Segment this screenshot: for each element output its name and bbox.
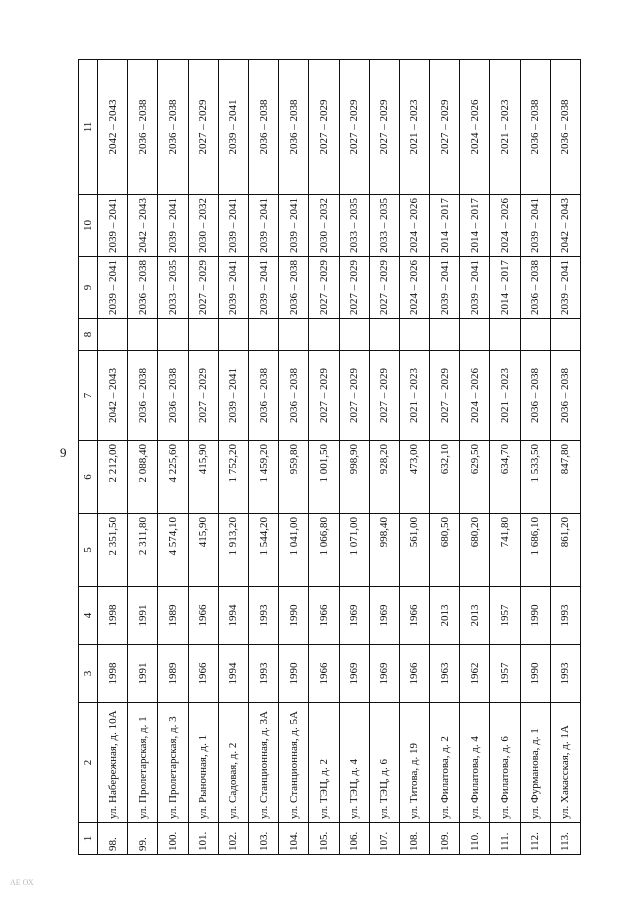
table-cell: 415,90 <box>188 441 218 514</box>
table-cell: ул. ТЭЦ, д. 2 <box>309 703 339 823</box>
table-cell: 1 533,50 <box>520 441 550 514</box>
table-cell: 2042 – 2043 <box>550 195 580 257</box>
table-cell: 2039 – 2041 <box>218 195 248 257</box>
table-cell: 4 574,10 <box>158 514 188 587</box>
table-cell: 2024 – 2026 <box>399 257 429 319</box>
table-cell: 1 686,10 <box>520 514 550 587</box>
table-cell: 2039 – 2041 <box>430 257 460 319</box>
table-cell: 1991 <box>128 645 158 703</box>
table-cell: 2027 – 2029 <box>188 60 218 195</box>
column-header: 1 <box>79 823 98 855</box>
table-cell: 1991 <box>128 587 158 645</box>
table-cell: 1994 <box>218 645 248 703</box>
column-header: 4 <box>79 587 98 645</box>
table-cell: 2039 – 2041 <box>550 257 580 319</box>
scan-stamp: АЕ ОХ <box>10 878 34 887</box>
table-row <box>158 60 188 855</box>
table-cell: 103. <box>248 823 278 855</box>
table-cell: 102. <box>218 823 248 855</box>
table-cell: 1998 <box>98 587 128 645</box>
table-cell: 1969 <box>369 645 399 703</box>
table-cell: ул. Станционная, д. 3А <box>248 703 278 823</box>
table-cell: 2 311,80 <box>128 514 158 587</box>
table-cell: 2014 – 2017 <box>430 195 460 257</box>
table-cell: 2036 – 2038 <box>550 351 580 441</box>
table-cell: 1993 <box>550 587 580 645</box>
table-cell: 1962 <box>460 645 490 703</box>
table-cell: 2030 – 2032 <box>188 195 218 257</box>
table-cell: 2042 – 2043 <box>98 60 128 195</box>
table-cell: 2027 – 2029 <box>309 257 339 319</box>
table-cell: 2039 – 2041 <box>98 257 128 319</box>
table-cell: 680,50 <box>430 514 460 587</box>
table-cell: 101. <box>188 823 218 855</box>
table-cell: 2039 – 2041 <box>218 257 248 319</box>
table-cell: 1989 <box>158 587 188 645</box>
table-cell: 1 544,20 <box>248 514 278 587</box>
table-cell: 2014 – 2017 <box>460 195 490 257</box>
table-cell: 2036 – 2038 <box>279 351 309 441</box>
table-cell: 2036 – 2038 <box>550 60 580 195</box>
table-cell: ул. Филатова, д. 2 <box>430 703 460 823</box>
table-cell: 108. <box>399 823 429 855</box>
table-cell: 473,00 <box>399 441 429 514</box>
column-header: 10 <box>79 195 98 257</box>
table-cell: 2036 – 2038 <box>520 60 550 195</box>
table-cell: 2036 – 2038 <box>128 60 158 195</box>
table-cell: ул. Хакасская, д. 1А <box>550 703 580 823</box>
table-cell: 99. <box>128 823 158 855</box>
table-cell: 2024 – 2026 <box>490 195 520 257</box>
table-cell: ул. Пролетарская, д. 1 <box>128 703 158 823</box>
table-cell: 107. <box>369 823 399 855</box>
table-cell <box>98 319 128 351</box>
header-row <box>79 60 98 855</box>
table-cell: 2036 – 2038 <box>128 257 158 319</box>
table-cell: 1969 <box>339 645 369 703</box>
table-cell: 100. <box>158 823 188 855</box>
rotated-table-container <box>78 60 581 855</box>
table-cell: 1957 <box>490 587 520 645</box>
table-cell: 847,80 <box>550 441 580 514</box>
table-cell: 928,20 <box>369 441 399 514</box>
table-cell <box>279 319 309 351</box>
table-cell: 2036 – 2038 <box>520 257 550 319</box>
table-cell: 2013 <box>430 587 460 645</box>
table-cell: 2 212,00 <box>98 441 128 514</box>
table-cell: 105. <box>309 823 339 855</box>
column-header: 11 <box>79 60 98 195</box>
table-row <box>98 60 128 855</box>
column-header: 8 <box>79 319 98 351</box>
table-cell: 1 752,20 <box>218 441 248 514</box>
table-cell: 998,90 <box>339 441 369 514</box>
table-cell: 104. <box>279 823 309 855</box>
table-cell: 2033 – 2035 <box>158 257 188 319</box>
table-row <box>399 60 429 855</box>
table-cell: 2039 – 2041 <box>218 60 248 195</box>
table-cell: 2042 – 2043 <box>128 195 158 257</box>
table-cell: 112. <box>520 823 550 855</box>
page-number: 9 <box>60 445 67 460</box>
table-cell: ул. Филатова, д. 4 <box>460 703 490 823</box>
table-cell: 111. <box>490 823 520 855</box>
table-cell: 632,10 <box>430 441 460 514</box>
table-cell: 2014 – 2017 <box>490 257 520 319</box>
table-cell: 1969 <box>339 587 369 645</box>
table-cell: 2027 – 2029 <box>309 351 339 441</box>
table-cell: 861,20 <box>550 514 580 587</box>
table-cell: 1989 <box>158 645 188 703</box>
table-cell: 2021 – 2023 <box>490 351 520 441</box>
table-cell: 110. <box>460 823 490 855</box>
table-cell: 1990 <box>279 587 309 645</box>
table-cell: 2024 – 2026 <box>399 195 429 257</box>
register-table <box>78 59 581 855</box>
table-cell <box>309 319 339 351</box>
table-cell: 1993 <box>248 645 278 703</box>
table-cell <box>248 319 278 351</box>
table-cell: 634,70 <box>490 441 520 514</box>
column-header: 6 <box>79 441 98 514</box>
table-cell: 2021 – 2023 <box>399 351 429 441</box>
table-cell: ул. Садовая, д. 2 <box>218 703 248 823</box>
table-row <box>339 60 369 855</box>
table-cell: 2021 – 2023 <box>490 60 520 195</box>
table-cell: 2027 – 2029 <box>339 257 369 319</box>
table-cell: 4 225,60 <box>158 441 188 514</box>
table-cell: 1966 <box>309 587 339 645</box>
table-cell: ул. Набережная, д. 10А <box>98 703 128 823</box>
table-cell: 1 041,00 <box>279 514 309 587</box>
table-cell: 2036 – 2038 <box>158 351 188 441</box>
table-cell: ул. ТЭЦ, д. 6 <box>369 703 399 823</box>
table-cell: 1957 <box>490 645 520 703</box>
table-cell: 1998 <box>98 645 128 703</box>
table-cell: 2027 – 2029 <box>188 351 218 441</box>
table-cell: 680,20 <box>460 514 490 587</box>
column-header: 7 <box>79 351 98 441</box>
table-cell <box>218 319 248 351</box>
table-cell: 2036 – 2038 <box>520 351 550 441</box>
table-cell: 2036 – 2038 <box>248 60 278 195</box>
table-row <box>279 60 309 855</box>
table-cell: 2039 – 2041 <box>520 195 550 257</box>
table-row <box>550 60 580 855</box>
table-cell: 2027 – 2029 <box>339 60 369 195</box>
table-cell <box>550 319 580 351</box>
table-cell: 959,80 <box>279 441 309 514</box>
table-cell: 2013 <box>460 587 490 645</box>
table-cell: 629,50 <box>460 441 490 514</box>
table-cell: 1966 <box>188 645 218 703</box>
table-cell: 2027 – 2029 <box>430 351 460 441</box>
table-row <box>460 60 490 855</box>
table-cell: 2039 – 2041 <box>279 195 309 257</box>
table-cell <box>460 319 490 351</box>
table-cell: 1966 <box>399 645 429 703</box>
table-cell: 561,00 <box>399 514 429 587</box>
table-cell: 2024 – 2026 <box>460 351 490 441</box>
table-row <box>490 60 520 855</box>
table-cell: 1993 <box>248 587 278 645</box>
table-row <box>520 60 550 855</box>
table-cell: 1 071,00 <box>339 514 369 587</box>
table-cell: 1966 <box>309 645 339 703</box>
table-cell: 1966 <box>399 587 429 645</box>
table-cell: 1994 <box>218 587 248 645</box>
table-row <box>369 60 399 855</box>
table-cell: ул. ТЭЦ, д. 4 <box>339 703 369 823</box>
table-cell: 2036 – 2038 <box>158 60 188 195</box>
table-cell: 2042 – 2043 <box>98 351 128 441</box>
table-row <box>128 60 158 855</box>
table-cell: 2 088,40 <box>128 441 158 514</box>
table-cell: ул. Фурманова, д. 1 <box>520 703 550 823</box>
table-cell: 1 459,20 <box>248 441 278 514</box>
table-cell: 998,40 <box>369 514 399 587</box>
table-cell: ул. Рыночная, д. 1 <box>188 703 218 823</box>
table-cell: 2033 – 2035 <box>369 195 399 257</box>
table-row <box>248 60 278 855</box>
table-cell: 1963 <box>430 645 460 703</box>
column-header: 3 <box>79 645 98 703</box>
column-header: 5 <box>79 514 98 587</box>
table-cell: 2027 – 2029 <box>430 60 460 195</box>
table-cell: 2 351,50 <box>98 514 128 587</box>
table-cell: 1990 <box>279 645 309 703</box>
table-cell: ул. Титова, д. 19 <box>399 703 429 823</box>
table-cell: 1 066,80 <box>309 514 339 587</box>
table-cell <box>339 319 369 351</box>
table-cell: ул. Пролетарская, д. 3 <box>158 703 188 823</box>
table-row <box>188 60 218 855</box>
table-cell: 2039 – 2041 <box>460 257 490 319</box>
table-cell: 1990 <box>520 645 550 703</box>
table-cell: 2027 – 2029 <box>369 60 399 195</box>
table-cell: 2027 – 2029 <box>339 351 369 441</box>
table-cell: 2027 – 2029 <box>369 257 399 319</box>
table-cell: ул. Филатова, д. 6 <box>490 703 520 823</box>
table-cell: 2024 – 2026 <box>460 60 490 195</box>
table-cell: 98. <box>98 823 128 855</box>
table-cell <box>188 319 218 351</box>
table-cell: 2039 – 2041 <box>248 257 278 319</box>
table-cell <box>399 319 429 351</box>
table-cell: 741,80 <box>490 514 520 587</box>
table-cell: 2039 – 2041 <box>158 195 188 257</box>
table-cell: ул. Станционная, д. 5А <box>279 703 309 823</box>
table-cell: 415,90 <box>188 514 218 587</box>
table-cell: 1990 <box>520 587 550 645</box>
table-cell: 1969 <box>369 587 399 645</box>
table-cell: 2036 – 2038 <box>279 60 309 195</box>
table-cell: 2039 – 2041 <box>248 195 278 257</box>
table-cell: 1966 <box>188 587 218 645</box>
table-cell <box>490 319 520 351</box>
column-header: 2 <box>79 703 98 823</box>
table-cell: 2039 – 2041 <box>98 195 128 257</box>
table-cell <box>520 319 550 351</box>
table-cell: 1 913,20 <box>218 514 248 587</box>
table-cell <box>128 319 158 351</box>
table-cell: 2030 – 2032 <box>309 195 339 257</box>
table-cell: 2039 – 2041 <box>218 351 248 441</box>
table-row <box>309 60 339 855</box>
table-cell <box>430 319 460 351</box>
table-cell: 109. <box>430 823 460 855</box>
table-cell: 2036 – 2038 <box>248 351 278 441</box>
table-cell: 2036 – 2038 <box>128 351 158 441</box>
table-cell: 1 001,50 <box>309 441 339 514</box>
table-cell: 2036 – 2038 <box>279 257 309 319</box>
table-cell <box>369 319 399 351</box>
table-cell: 2033 – 2035 <box>339 195 369 257</box>
table-row <box>430 60 460 855</box>
table-cell: 106. <box>339 823 369 855</box>
table-cell: 2027 – 2029 <box>309 60 339 195</box>
table-cell: 1993 <box>550 645 580 703</box>
table-cell: 2027 – 2029 <box>188 257 218 319</box>
table-cell: 113. <box>550 823 580 855</box>
table-cell <box>158 319 188 351</box>
table-cell: 2027 – 2029 <box>369 351 399 441</box>
table-row <box>218 60 248 855</box>
column-header: 9 <box>79 257 98 319</box>
table-cell: 2021 – 2023 <box>399 60 429 195</box>
